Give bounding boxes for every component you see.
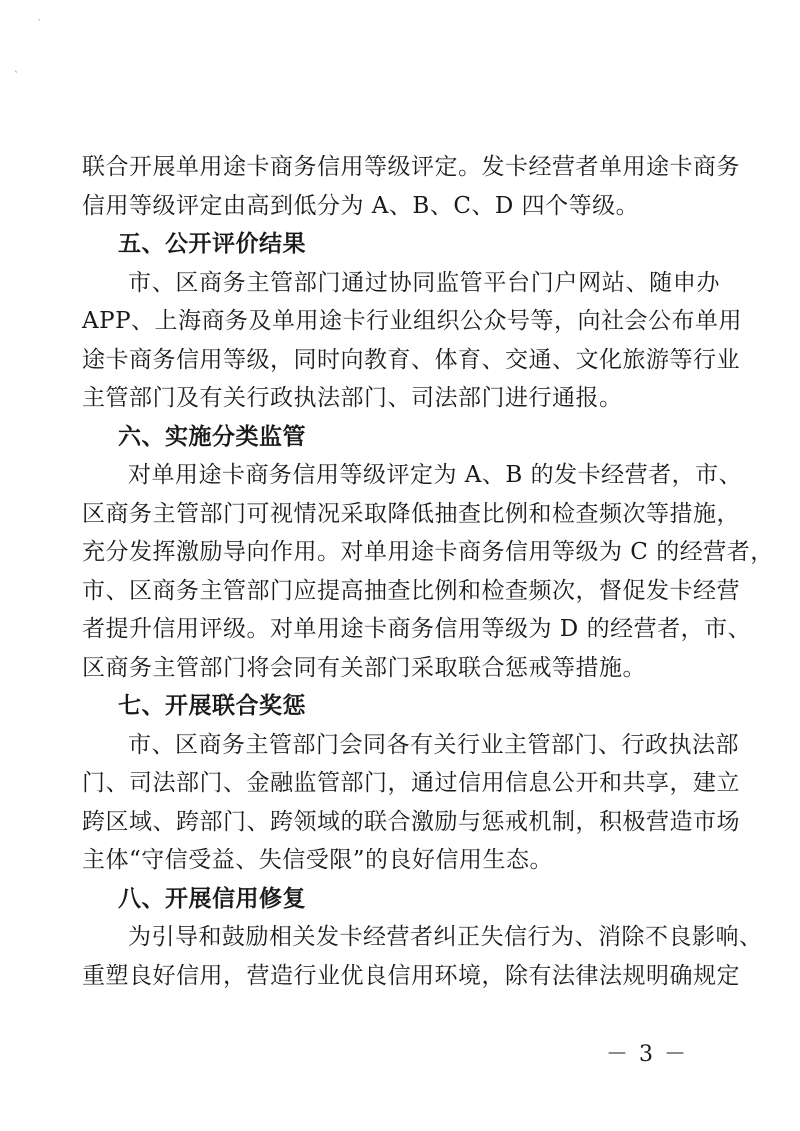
paragraph-line: 市、区商务主管部门会同各有关行业主管部门、行政执法部 [128, 731, 739, 758]
paragraph-line: 联合开展单用途卡商务信用等级评定。发卡经营者单用途卡商务 [82, 154, 740, 180]
paragraph-line: APP、上海商务及单用途卡行业组织公众号等，向社会公布单用 [82, 308, 743, 334]
section-heading: 五、公开评价结果 [118, 231, 306, 257]
paragraph-line: 重塑良好信用，营造行业优良信用环境，除有法律法规明确规定 [82, 962, 740, 989]
document-body [82, 148, 774, 995]
paragraph-line: 者提升信用评级。对单用途卡商务信用等级为 D 的经营者，市、 [82, 616, 752, 642]
scan-mark: ′ [38, 18, 41, 29]
paragraph-line: 跨区域、跨部门、跨领域的联合激励与惩戒机制，积极营造市场 [82, 808, 740, 835]
page-number: － 3 － [606, 1042, 688, 1067]
paragraph [82, 726, 740, 880]
paragraph-line: 主体“守信受益、失信受限”的良好信用生态。 [82, 847, 554, 873]
paragraph-line: 市、区商务主管部门通过协同监管平台门户网站、随申办 [128, 269, 720, 296]
paragraph-line: 对单用途卡商务信用等级评定为 A、B 的发卡经营者，市、 [128, 462, 743, 488]
section-heading: 八、开展信用修复 [118, 885, 306, 912]
paragraph [82, 264, 743, 418]
paragraph [82, 148, 740, 225]
paragraph-line: 区商务主管部门可视情况采取降低抽查比例和检查频次等措施， [82, 500, 740, 527]
paragraph-line: 区商务主管部门将会同有关部门采取联合惩戒等措施。 [82, 654, 646, 681]
section-heading: 七、开展联合奖惩 [118, 693, 306, 719]
paragraph-line: 信用等级评定由高到低分为 A、B、C、D 四个等级。 [82, 192, 640, 219]
paragraph-line: 为引导和鼓励相关发卡经营者纠正失信行为、消除不良影响、 [128, 924, 763, 950]
paragraph-line: 主管部门及有关行政执法部门、司法部门进行通报。 [82, 385, 623, 411]
scan-mark: ˎ [14, 62, 19, 73]
paragraph-line: 途卡商务信用等级，同时向教育、体育、交通、文化旅游等行业 [82, 346, 740, 373]
paragraph-line: 充分发挥激励导向作用。对单用途卡商务信用等级为 C 的经营者， [82, 539, 774, 565]
paragraph-line: 市、区商务主管部门应提高抽查比例和检查频次，督促发卡经营 [82, 577, 740, 604]
section-heading: 六、实施分类监管 [118, 423, 306, 450]
paragraph-line: 门、司法部门、金融监管部门，通过信用信息公开和共享，建立 [82, 770, 740, 796]
paragraph [82, 918, 763, 995]
paragraph [82, 456, 774, 687]
